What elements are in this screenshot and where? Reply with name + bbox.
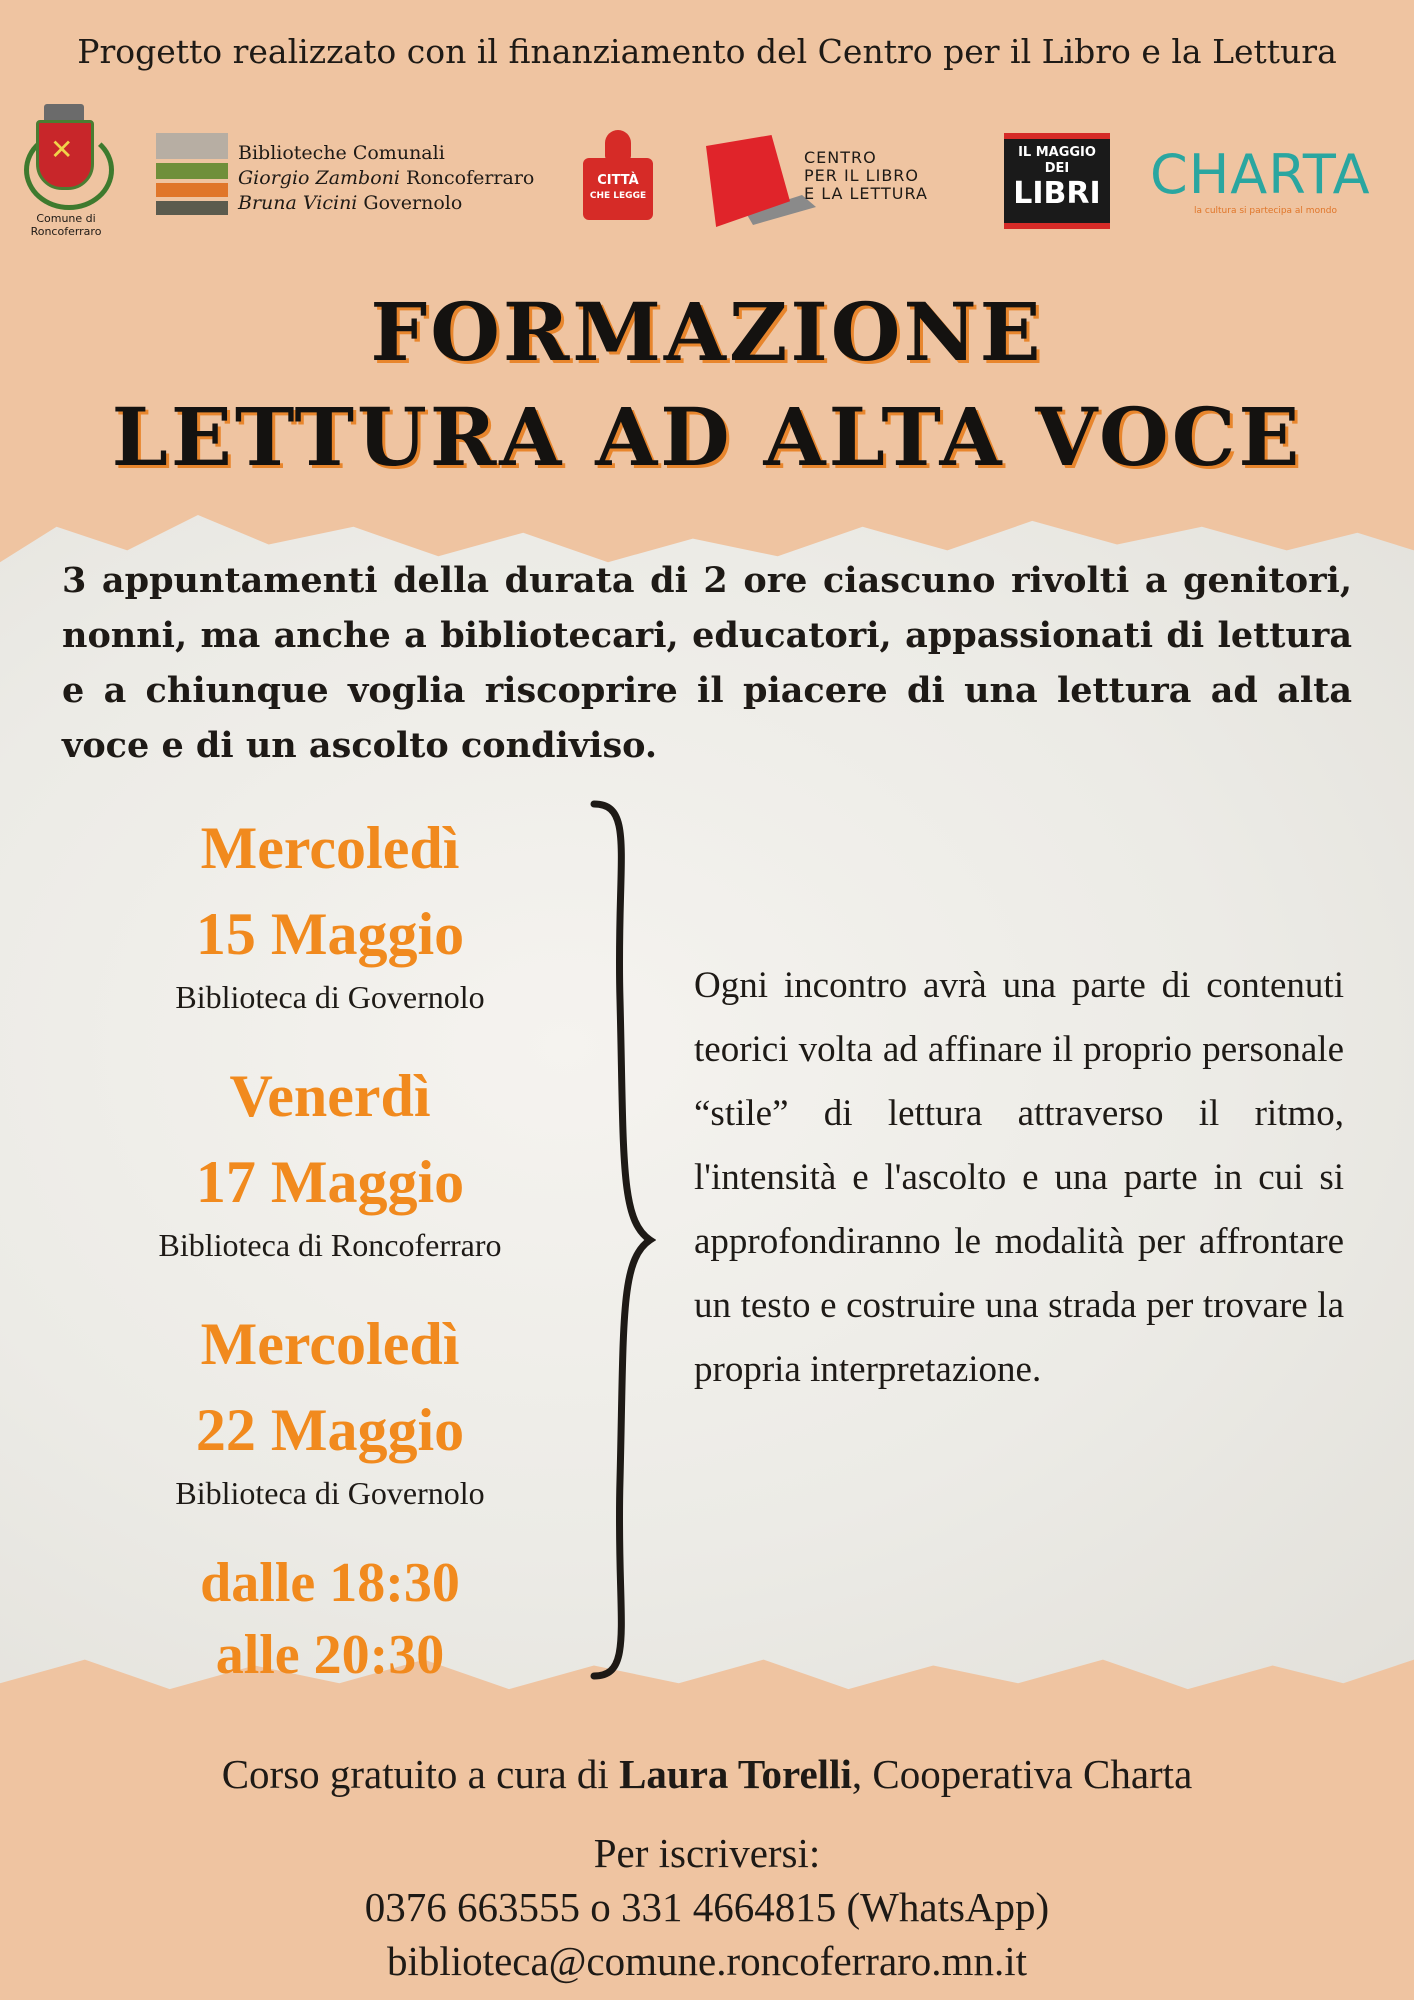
intro-paragraph: 3 appuntamenti della durata di 2 ore ciascuno rivolti a genitori, nonni, ma anche a bibliotecari, educatori, appassionati di lettura e a chiunque voglia riscoprire il piacere di una lettura ad alta voce e di un ascolto condiviso.: [62, 560, 1352, 766]
funding-credit: Progetto realizzato con il finanziamento del Centro per il Libro e la Lettura: [77, 32, 1337, 71]
signup-label: Per iscriversi:: [593, 1830, 821, 1876]
location: Biblioteca di Roncoferraro: [158, 1227, 502, 1263]
cross-icon: ✕: [50, 133, 74, 166]
comune-caption: Comune di Roncoferraro: [30, 212, 102, 238]
dates-list: [90, 805, 570, 1689]
email-address: biblioteca@comune.roncoferraro.mn.it: [387, 1938, 1027, 1984]
course-credit: Corso gratuito a cura di Laura Torelli, Cooperativa Charta: [221, 1751, 1193, 1797]
biblioteche-comunali-logo: [156, 125, 556, 225]
title-line-1: FORMAZIONE: [370, 285, 1044, 379]
description-paragraph: Ogni incontro avrà una parte di contenuti teorici volta ad affinare il proprio personale “stile” di lettura attraverso il ritmo, l'intensità e l'ascolto e una parte in cui si approfondiranno le modalità per affrontare un testo e costruire una strada per trovare la propria interpretazione.: [694, 965, 1344, 1390]
date-entry: [90, 805, 570, 1017]
citta-che-legge-badge: CITTÀ CHE LEGGE: [583, 158, 653, 220]
date: 17 Maggio: [195, 1149, 465, 1215]
curly-brace-icon: [586, 800, 656, 1680]
library-building-icon: [156, 133, 228, 217]
weekday: Mercoledì: [200, 1311, 460, 1377]
centro-libro-lettura-logo: [706, 135, 966, 227]
comune-roncoferraro-logo: [22, 100, 112, 245]
crown-icon: [44, 104, 84, 120]
biblioteche-text: Biblioteche Comunali Giorgio Zamboni Roncoferraro Bruna Vicini Governolo: [238, 142, 535, 214]
date: 22 Maggio: [195, 1397, 465, 1463]
date-entry: [90, 1053, 570, 1265]
location: Biblioteca di Governolo: [175, 979, 485, 1015]
time-from: dalle 18:30: [200, 1552, 460, 1614]
cepell-text: CENTRO PER IL LIBRO E LA LETTURA: [804, 148, 928, 203]
date-entry: [90, 1301, 570, 1513]
weekday: Mercoledì: [200, 815, 460, 881]
citta-che-legge-logo: [583, 130, 653, 222]
maggio-dei-libri-logo: IL MAGGIO DEI LIBRI: [1004, 133, 1110, 229]
title-line-2: LETTURA AD ALTA VOCE: [111, 390, 1303, 484]
reader-head-icon: [605, 130, 631, 160]
location: Biblioteca di Governolo: [175, 1475, 485, 1511]
time-to: alle 20:30: [215, 1624, 445, 1686]
charta-logo: CHARTA la cultura si partecipa al mondo: [1150, 143, 1371, 216]
phone-numbers: 0376 663555 o 331 4664815 (WhatsApp): [364, 1884, 1050, 1930]
instructor-name: Laura Torelli: [619, 1751, 852, 1797]
date: 15 Maggio: [195, 901, 465, 967]
signup-info: [0, 1826, 1414, 1988]
weekday: Venerdì: [229, 1063, 431, 1129]
